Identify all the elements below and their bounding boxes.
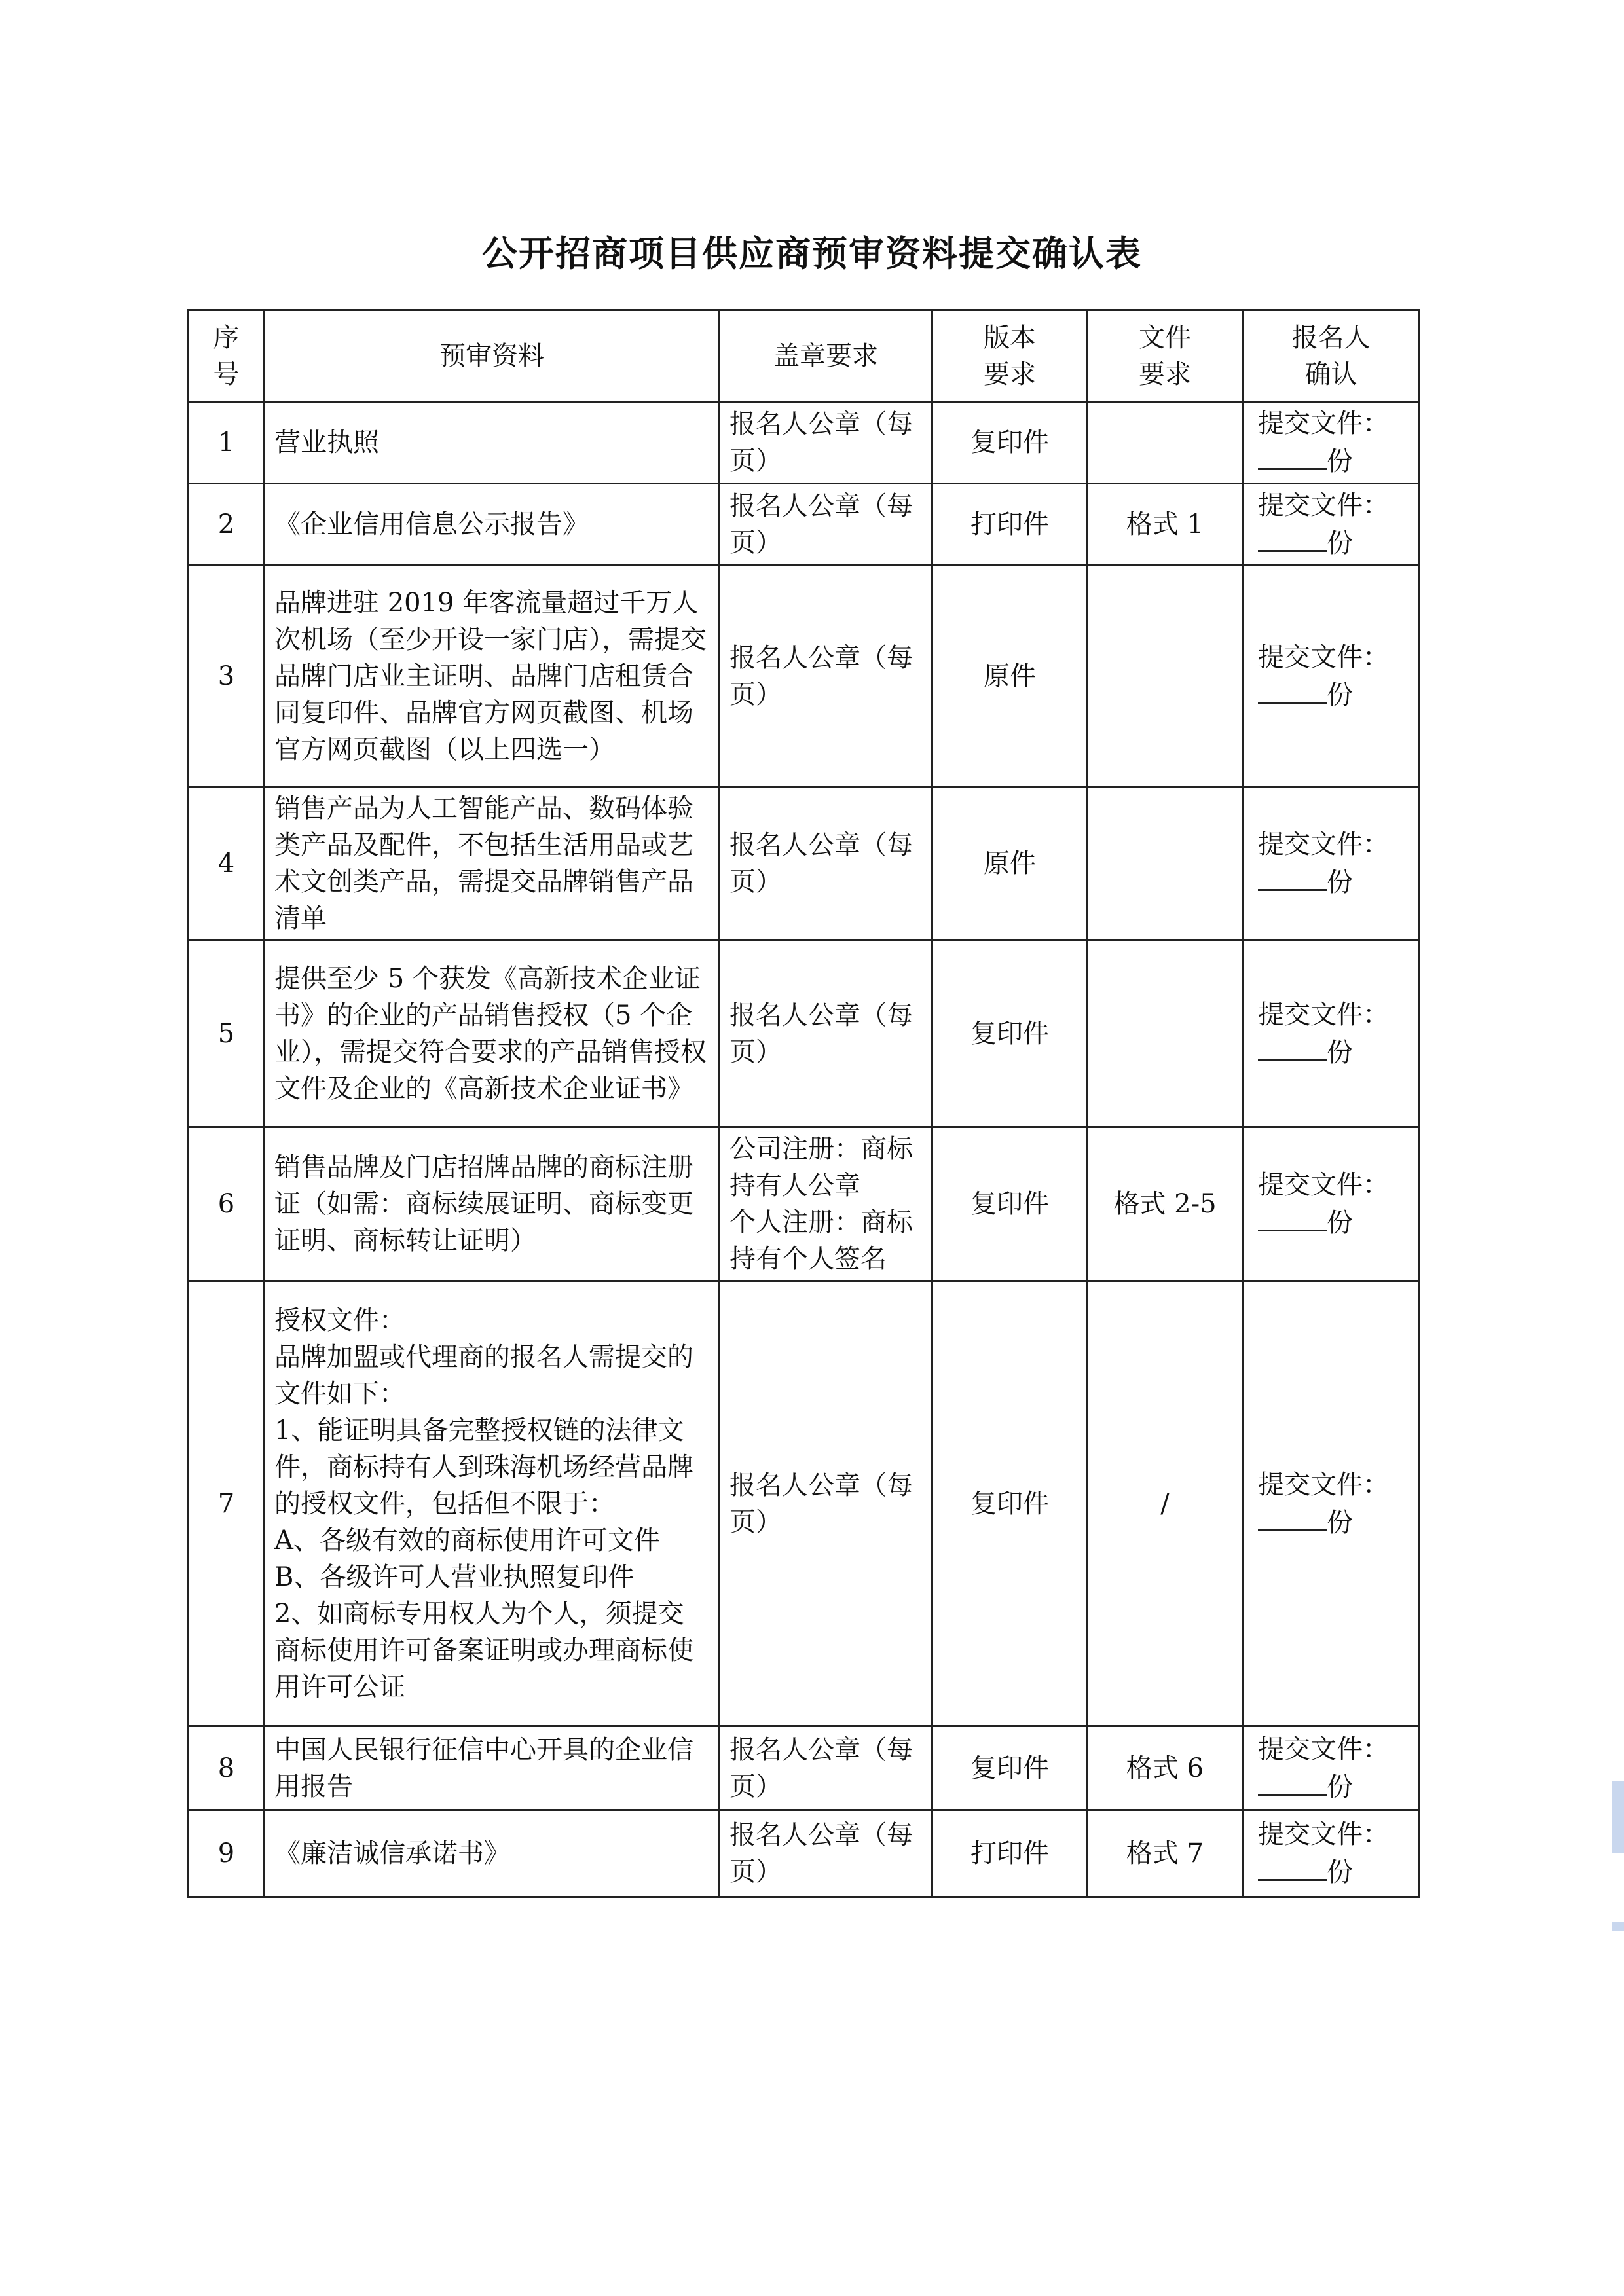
copies-unit: 份 <box>1327 867 1353 898</box>
row-stamp: 报名人公章（每页） <box>720 402 932 484</box>
row-material: 销售产品为人工智能产品、数码体验类产品及配件，不包括生活用品或艺术文创类产品，需提交品牌销售产品清单 <box>265 787 720 941</box>
row-stamp: 报名人公章（每页） <box>720 1281 932 1726</box>
row-confirm <box>1243 1281 1420 1726</box>
row-no: 5 <box>189 941 265 1127</box>
confirm-label: 提交文件： <box>1258 490 1389 520</box>
document-title: 公开招商项目供应商预审资料提交确认表 <box>482 233 1142 274</box>
row-material: 中国人民银行征信中心开具的企业信用报告 <box>265 1726 720 1810</box>
row-stamp: 公司注册：商标持有人公章 个人注册：商标持有个人签名 <box>720 1127 932 1281</box>
row-file: 格式 6 <box>1088 1726 1243 1810</box>
row-stamp: 报名人公章（每页） <box>720 941 932 1127</box>
row-no: 3 <box>189 566 265 787</box>
header-material: 预审资料 <box>265 310 720 402</box>
copies-unit: 份 <box>1327 1208 1353 1238</box>
copies-blank <box>1258 863 1327 891</box>
copies-unit: 份 <box>1327 1038 1353 1068</box>
row-confirm <box>1243 1810 1420 1897</box>
row-stamp: 报名人公章（每页） <box>720 1726 932 1810</box>
copies-blank <box>1258 676 1327 704</box>
copies-line <box>1258 1033 1409 1071</box>
row-version: 打印件 <box>932 484 1088 566</box>
row-confirm <box>1243 1726 1420 1810</box>
copies-blank <box>1258 1853 1327 1881</box>
row-confirm <box>1243 402 1420 484</box>
row-file: 格式 7 <box>1088 1810 1243 1897</box>
copies-line <box>1258 863 1409 901</box>
row-file <box>1088 787 1243 941</box>
header-confirm: 报名人 确认 <box>1243 310 1420 402</box>
confirm-label: 提交文件： <box>1258 1469 1389 1500</box>
row-material: 品牌进驻 2019 年客流量超过千万人次机场（至少开设一家门店），需提交品牌门店业主证明、品牌门店租赁合同复印件、品牌官方网页截图、机场官方网页截图（以上四选一） <box>265 566 720 787</box>
row-confirm <box>1243 787 1420 941</box>
row-file: / <box>1088 1281 1243 1726</box>
row-confirm <box>1243 484 1420 566</box>
table-row <box>189 566 1420 787</box>
copies-unit: 份 <box>1327 528 1353 558</box>
copies-blank <box>1258 1503 1327 1531</box>
row-stamp: 报名人公章（每页） <box>720 787 932 941</box>
submission-table <box>187 309 1420 1898</box>
row-no: 7 <box>189 1281 265 1726</box>
row-material: 《廉洁诚信承诺书》 <box>265 1810 720 1897</box>
copies-line <box>1258 1768 1409 1806</box>
copies-blank <box>1258 524 1327 552</box>
row-no: 9 <box>189 1810 265 1897</box>
row-material: 销售品牌及门店招牌品牌的商标注册证（如需：商标续展证明、商标变更证明、商标转让证明） <box>265 1127 720 1281</box>
confirm-label: 提交文件： <box>1258 1819 1389 1850</box>
confirm-label: 提交文件： <box>1258 1170 1389 1200</box>
confirm-label: 提交文件： <box>1258 409 1389 439</box>
row-confirm <box>1243 941 1420 1127</box>
row-confirm <box>1243 1127 1420 1281</box>
row-file <box>1088 566 1243 787</box>
header-file: 文件 要求 <box>1088 310 1243 402</box>
row-file <box>1088 402 1243 484</box>
copies-blank <box>1258 1033 1327 1061</box>
row-version: 复印件 <box>932 1281 1088 1726</box>
row-version: 复印件 <box>932 1726 1088 1810</box>
table-row <box>189 402 1420 484</box>
copies-line <box>1258 1503 1409 1541</box>
row-file: 格式 1 <box>1088 484 1243 566</box>
row-version: 打印件 <box>932 1810 1088 1897</box>
copies-unit: 份 <box>1327 446 1353 477</box>
table-row <box>189 1726 1420 1810</box>
confirm-label: 提交文件： <box>1258 1000 1389 1030</box>
header-row <box>189 310 1420 402</box>
row-material: 提供至少 5 个获发《高新技术企业证书》的企业的产品销售授权（5 个企业），需提交符合要求的产品销售授权文件及企业的《高新技术企业证书》 <box>265 941 720 1127</box>
row-material: 授权文件： 品牌加盟或代理商的报名人需提交的文件如下： 1、能证明具备完整授权链的法律文件，商标持有人到珠海机场经营品牌的授权文件，包括但不限于： A、各级有效的商标使用许可文件 B、各级许可人营业执照复印件 2、如商标专用权人为个人，须提交商标使用许可备案证明或办理商标使用许可公证 <box>265 1281 720 1726</box>
header-version: 版本 要求 <box>932 310 1088 402</box>
header-stamp: 盖章要求 <box>720 310 932 402</box>
confirm-label: 提交文件： <box>1258 829 1389 860</box>
copies-unit: 份 <box>1327 1507 1353 1538</box>
copies-blank <box>1258 1203 1327 1231</box>
row-file: 格式 2-5 <box>1088 1127 1243 1281</box>
copies-blank <box>1258 442 1327 470</box>
row-version: 原件 <box>932 787 1088 941</box>
confirm-label: 提交文件： <box>1258 642 1389 672</box>
row-stamp: 报名人公章（每页） <box>720 566 932 787</box>
row-version: 复印件 <box>932 402 1088 484</box>
row-file <box>1088 941 1243 1127</box>
scan-edge-mark <box>1612 1781 1624 1853</box>
copies-line <box>1258 676 1409 714</box>
copies-line <box>1258 442 1409 480</box>
row-no: 6 <box>189 1127 265 1281</box>
confirm-label: 提交文件： <box>1258 1734 1389 1764</box>
row-no: 4 <box>189 787 265 941</box>
copies-blank <box>1258 1768 1327 1796</box>
table-row <box>189 1810 1420 1897</box>
table-row <box>189 1281 1420 1726</box>
copies-unit: 份 <box>1327 680 1353 710</box>
table-row <box>189 1127 1420 1281</box>
copies-unit: 份 <box>1327 1857 1353 1887</box>
copies-line <box>1258 524 1409 562</box>
row-material: 《企业信用信息公示报告》 <box>265 484 720 566</box>
row-stamp: 报名人公章（每页） <box>720 484 932 566</box>
row-version: 复印件 <box>932 1127 1088 1281</box>
row-no: 8 <box>189 1726 265 1810</box>
header-no: 序 号 <box>189 310 265 402</box>
copies-line <box>1258 1203 1409 1241</box>
row-version: 复印件 <box>932 941 1088 1127</box>
copies-line <box>1258 1853 1409 1891</box>
table-row <box>189 484 1420 566</box>
row-no: 1 <box>189 402 265 484</box>
table-row <box>189 787 1420 941</box>
row-stamp: 报名人公章（每页） <box>720 1810 932 1897</box>
table-row <box>189 941 1420 1127</box>
row-confirm <box>1243 566 1420 787</box>
row-material: 营业执照 <box>265 402 720 484</box>
scan-edge-mark <box>1612 1922 1624 1931</box>
row-version: 原件 <box>932 566 1088 787</box>
row-no: 2 <box>189 484 265 566</box>
copies-unit: 份 <box>1327 1772 1353 1802</box>
